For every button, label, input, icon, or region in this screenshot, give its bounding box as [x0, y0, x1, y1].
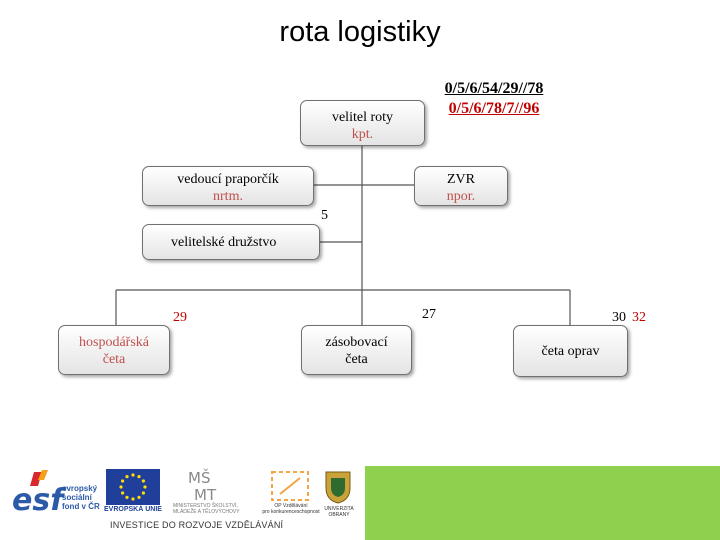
- esf-text-1: evropský: [62, 484, 98, 493]
- number-5: 5: [321, 208, 328, 223]
- eu-text: EVROPSKÁ UNIE: [104, 506, 162, 513]
- green-decor-block: [365, 466, 720, 540]
- node-hospodarska-line2: četa: [102, 352, 126, 367]
- code-line-1: 0/5/6/54/29//78: [444, 80, 544, 97]
- footer-bottom-text: INVESTICE DO ROZVOJE VZDĚLÁVÁNÍ: [110, 520, 284, 530]
- node-oprav-label: četa oprav: [541, 344, 600, 359]
- number-29: 29: [173, 310, 187, 325]
- crest-icon: [324, 470, 352, 504]
- op-text: [258, 503, 324, 515]
- node-ceta-oprav: [513, 325, 628, 377]
- op-text-2: pro konkurenceschopnost: [262, 509, 320, 515]
- msmt-text-2: MLÁDEŽE A TĚLOVÝCHOVY: [173, 509, 240, 515]
- node-hospodarska-line1: hospodářská: [79, 335, 149, 350]
- esf-text-3: fond v ČR: [62, 502, 100, 511]
- university-text: [322, 506, 356, 518]
- node-zasobovaci-ceta: [301, 325, 412, 375]
- node-zvr: [414, 166, 508, 206]
- node-velitel-rank: kpt.: [351, 127, 374, 142]
- node-velitel-role: velitel roty: [331, 110, 394, 125]
- number-27: 27: [422, 307, 436, 322]
- node-velitelske-druzstvo: [142, 224, 320, 260]
- node-zasobovaci-line2: četa: [345, 352, 368, 367]
- node-druzstvo-label: velitelské družstvo: [171, 235, 277, 250]
- node-vedouci-praporcik: [142, 166, 314, 206]
- svg-text:esf: esf: [12, 483, 64, 514]
- number-32: 32: [632, 310, 646, 325]
- op-text-1: OP Vzdělávání: [274, 503, 308, 509]
- op-logo-icon: [266, 470, 314, 502]
- msmt-text-1: MINISTERSTVO ŠKOLSTVÍ,: [173, 503, 238, 509]
- esf-text-2: sociální: [62, 493, 92, 502]
- university-text-1: UNIVERZITA: [324, 506, 354, 512]
- node-zasobovaci-line1: zásobovací: [325, 335, 388, 350]
- node-velitel-roty: [300, 100, 425, 146]
- msmt-logo-icon: [186, 467, 226, 503]
- node-vedouci-role: vedoucí praporčík: [177, 172, 279, 187]
- node-zvr-rank: npor.: [446, 189, 476, 204]
- msmt-logo: [186, 467, 226, 503]
- university-text-2: OBRANY: [328, 512, 350, 518]
- svg-text:MŠ: MŠ: [188, 469, 211, 487]
- number-30: 30: [612, 310, 626, 325]
- node-zvr-role: ZVR: [447, 172, 475, 187]
- msmt-text: [173, 503, 240, 515]
- svg-text:MT: MT: [194, 486, 217, 503]
- page-title: rota logistiky: [279, 16, 441, 48]
- university-crest-logo: [324, 470, 352, 504]
- op-logo: [266, 470, 314, 502]
- eu-flag-logo: [106, 469, 160, 505]
- esf-logo: [12, 470, 104, 514]
- code-line-2: 0/5/6/78/7//96: [448, 100, 540, 117]
- node-vedouci-rank: nrtm.: [213, 189, 243, 204]
- node-hospodarska-ceta: [58, 325, 170, 375]
- phone-codes: [424, 79, 564, 119]
- eu-stars-icon: [106, 469, 160, 505]
